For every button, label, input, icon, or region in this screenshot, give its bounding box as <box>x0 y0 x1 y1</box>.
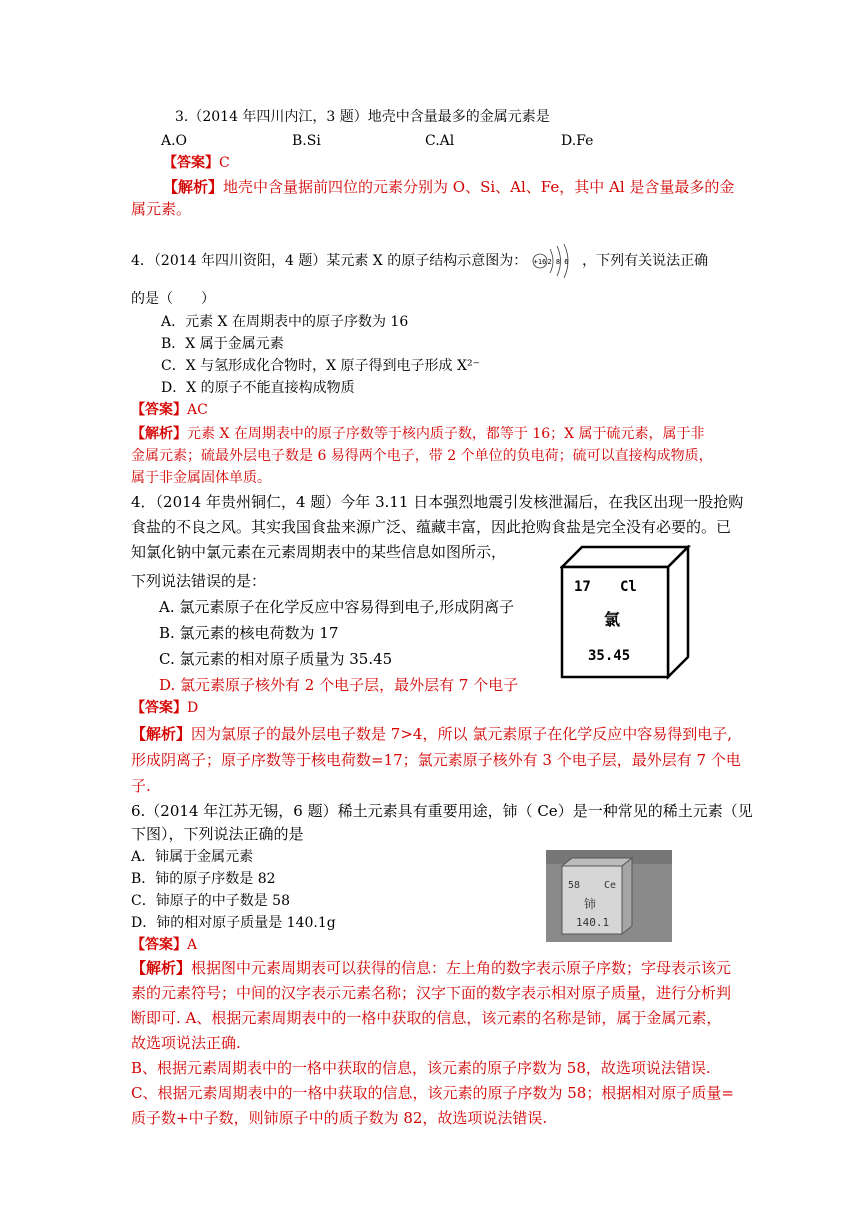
q6-analysis-line-7: 质子数+中子数，则铈原子中的质子数为 82，故选项说法错误. <box>131 1109 548 1127</box>
answer-tag: 【答案】 <box>163 155 219 171</box>
q6-option-b: B．铈的原子序数是 82 <box>131 871 276 887</box>
q6-analysis-line-6: C、根据元素周期表中的一格中获取的信息，该元素的原子序数为 58；根据相对原子质量= <box>131 1084 734 1102</box>
answer-value: AC <box>187 402 208 418</box>
q4b-stem-2: 食盐的不良之风。其实我国食盐来源广泛、蕴藏丰富，因此抢购食盐是完全没有必要的。已 <box>131 518 732 536</box>
q4b-answer <box>131 698 198 718</box>
q6-option-d: D．铈的相对原子质量是 140.1g <box>131 915 336 931</box>
chlorine-element-cell <box>560 545 692 681</box>
q4a-answer <box>131 400 208 420</box>
answer-value: A <box>187 937 198 953</box>
q6-stem-2: 下图），下列说法正确的是 <box>131 825 304 843</box>
ce-symbol: Ce <box>604 880 617 891</box>
analysis-text: 因为氯原子的最外层电子数是 7>4，所以 氯元素原子在化学反应中容易得到电子, <box>191 725 732 743</box>
cl-symbol: Cl <box>620 579 637 595</box>
q4a-stem-1b: ，下列有关说法正确 <box>582 253 709 269</box>
answer-value: C <box>219 155 230 171</box>
q3-answer <box>163 153 230 173</box>
q4a-option-c: C．X 与氢形成化合物时，X 原子得到电子形成 X²⁻ <box>161 358 480 374</box>
q4a-analysis-line-1 <box>131 424 705 444</box>
cl-name: 氯 <box>604 610 621 629</box>
q4a-analysis-line-2: 金属元素；硫最外层电子数是 6 易得两个电子，带 2 个单位的负电荷；硫可以直接构成物质， <box>131 448 713 464</box>
q4a-stem-2: 的是（ ） <box>131 291 215 307</box>
q6-option-c: C．铈原子的中子数是 58 <box>131 893 290 909</box>
q4a-analysis-line-3: 属于非金属固体单质。 <box>131 470 271 486</box>
ce-name: 铈 <box>584 897 597 911</box>
q6-analysis-line-1 <box>131 958 731 978</box>
analysis-text: 元素 X 在周期表中的原子序数等于核内质子数，都等于 16；X 属于硫元素，属于非 <box>187 426 705 442</box>
ce-atomic-mass: 140.1 <box>576 916 610 929</box>
answer-tag: 【答案】 <box>131 700 187 716</box>
q6-option-a: A．铈属于金属元素 <box>131 849 254 865</box>
q4b-stem-4: 下列说法错误的是： <box>131 572 267 590</box>
q4b-option-a: A. 氯元素原子在化学反应中容易得到电子,形成阴离子 <box>159 598 515 616</box>
atom-electron-label: 2 8 6 <box>547 258 569 266</box>
atom-structure-diagram <box>532 243 578 279</box>
q3-option-a: A.O <box>161 133 188 149</box>
q3-analysis-line-1 <box>163 177 734 197</box>
analysis-text: 根据图中元素周期表可以获得的信息：左上角的数字表示原子序数；字母表示该元 <box>191 959 732 977</box>
cl-atomic-mass: 35.45 <box>588 648 631 664</box>
answer-tag: 【答案】 <box>131 402 187 418</box>
answer-value: D <box>187 700 199 716</box>
q3-analysis-line-2: 属元素。 <box>131 200 192 218</box>
q4a-stem-1 <box>131 243 708 279</box>
q4b-option-d: D. 氯元素原子核外有 2 个电子层，最外层有 7 个电子 <box>159 676 519 694</box>
cerium-element-photo <box>546 850 672 942</box>
q6-stem-1: 6.（2014 年江苏无锡，6 题）稀土元素具有重要用途，铈（ Ce）是一种常见的稀土元素（见 <box>131 802 753 820</box>
q6-analysis-line-5: B、根据元素周期表中的一格中获取的信息，该元素的原子序数为 58，故选项说法错误. <box>131 1059 711 1077</box>
analysis-tag: 【解析】 <box>131 426 187 442</box>
q4b-analysis-line-1 <box>131 724 732 744</box>
q3-option-d: D.Fe <box>561 133 594 149</box>
analysis-tag: 【解析】 <box>131 725 192 743</box>
q4a-option-a: A．元素 X 在周期表中的原子序数为 16 <box>161 314 409 330</box>
q4b-option-c: C. 氯元素的相对原子质量为 35.45 <box>159 650 393 668</box>
answer-tag: 【答案】 <box>131 937 187 953</box>
analysis-tag: 【解析】 <box>131 959 192 977</box>
q6-analysis-line-2: 素的元素符号；中间的汉字表示元素名称；汉字下面的数字表示相对原子质量，进行分析判 <box>131 984 732 1002</box>
q6-analysis-line-4: 故选项说法正确. <box>131 1034 241 1052</box>
q4b-stem-1: 4．（2014 年贵州铜仁，4 题）今年 3.11 日本强烈地震引发核泄漏后，在我区出现一股抢购 <box>131 493 744 511</box>
q4a-option-b: B．X 属于金属元素 <box>161 336 284 352</box>
atom-nucleus-label: +16 <box>533 258 546 266</box>
analysis-text: 地壳中含量据前四位的元素分别为 O、Si、Al、Fe，其中 Al 是含量最多的金 <box>223 178 735 196</box>
q4a-option-d: D．X 的原子不能直接构成物质 <box>161 380 355 396</box>
q6-analysis-line-3: 断即可. A、根据元素周期表中的一格中获取的信息，该元素的名称是铈，属于金属元素， <box>131 1009 722 1027</box>
q3-option-b: B.Si <box>292 133 321 149</box>
q6-answer <box>131 935 197 955</box>
q4b-analysis-line-2: 形成阴离子；原子序数等于核电荷数=17；氯元素原子核外有 3 个电子层，最外层有 7 个电 <box>131 751 741 769</box>
ce-atomic-number: 58 <box>568 880 581 891</box>
q3-stem: 3.（2014 年四川内江，3 题）地壳中含量最多的金属元素是 <box>175 109 550 125</box>
q4b-stem-3: 知氯化钠中氯元素在元素周期表中的某些信息如图所示， <box>131 543 507 561</box>
cl-atomic-number: 17 <box>574 579 591 595</box>
q4b-analysis-line-3: 子. <box>131 777 151 795</box>
q4b-option-b: B. 氯元素的核电荷数为 17 <box>159 624 339 642</box>
q4a-stem-1a: 4．（2014 年四川资阳，4 题）某元素 X 的原子结构示意图为： <box>131 253 528 269</box>
analysis-tag: 【解析】 <box>163 178 224 196</box>
q3-option-c: C.Al <box>425 133 455 149</box>
